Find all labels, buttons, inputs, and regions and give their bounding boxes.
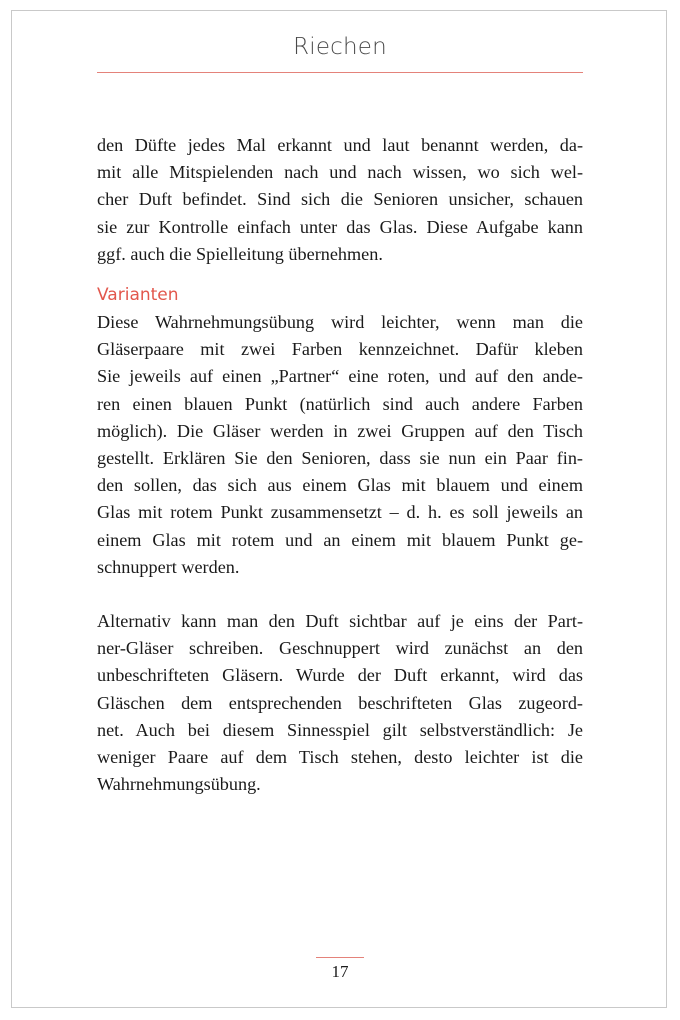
paragraph-1 <box>97 132 583 268</box>
page-number: 17 <box>331 962 349 981</box>
text-line: den sollen, das sich aus einem Glas mit blauem und einem <box>97 475 583 496</box>
text-line: mit alle Mitspielenden nach und nach wissen, wo sich wel- <box>97 162 583 183</box>
text-line: einem Glas mit rotem und an einem mit blauem Punkt ge- <box>97 529 583 550</box>
text-line: Glas mit rotem Punkt zusammensetzt – d. h. es soll jeweils an <box>97 502 583 523</box>
paragraph-2 <box>97 309 583 581</box>
text-line: schnuppert werden. <box>97 556 240 577</box>
text-line: cher Duft befindet. Sind sich die Senioren unsicher, schauen <box>97 189 583 210</box>
text-line: Sie jeweils auf einen „Partner“ eine roten, und auf den ande- <box>97 366 583 387</box>
paragraph-gap <box>97 581 583 608</box>
text-line: möglich). Die Gläser werden in zwei Gruppen auf den Tisch <box>97 420 583 441</box>
body-text <box>97 132 583 798</box>
text-line: sie zur Kontrolle einfach unter das Glas. Diese Aufgabe kann <box>97 216 583 237</box>
running-header: Riechen <box>293 34 387 60</box>
paragraph-3 <box>97 608 583 798</box>
text-line: Gläserpaare mit zwei Farben kennzeichnet. Dafür kleben <box>97 339 583 360</box>
text-line: Wahrnehmungsübung. <box>97 774 261 795</box>
text-line: ggf. auch die Spielleitung übernehmen. <box>97 243 383 264</box>
text-line: den Düfte jedes Mal erkannt und laut benannt werden, da- <box>97 135 583 155</box>
footer-rule <box>316 957 364 958</box>
text-line: gestellt. Erklären Sie den Senioren, dass sie nun ein Paar fin- <box>97 448 583 469</box>
text-line: ner-Gläser schreiben. Geschnuppert wird zunächst an den <box>97 638 583 659</box>
header-rule <box>97 72 583 73</box>
text-line: Alternativ kann man den Duft sichtbar auf je eins der Part- <box>97 611 583 632</box>
text-line: Diese Wahrnehmungsübung wird leichter, wenn man die <box>97 312 583 333</box>
text-line: unbeschrifteten Gläsern. Wurde der Duft erkannt, wird das <box>97 665 583 686</box>
text-line: ren einen blauen Punkt (natürlich sind auch andere Farben <box>97 393 583 414</box>
text-line: net. Auch bei diesem Sinnesspiel gilt selbstverständlich: Je <box>97 719 583 740</box>
section-heading: Varianten <box>97 285 179 306</box>
text-line: Gläschen dem entsprechenden beschrifteten Glas zugeord- <box>97 692 583 713</box>
text-line: weniger Paare auf dem Tisch stehen, desto leichter ist die <box>97 747 583 768</box>
